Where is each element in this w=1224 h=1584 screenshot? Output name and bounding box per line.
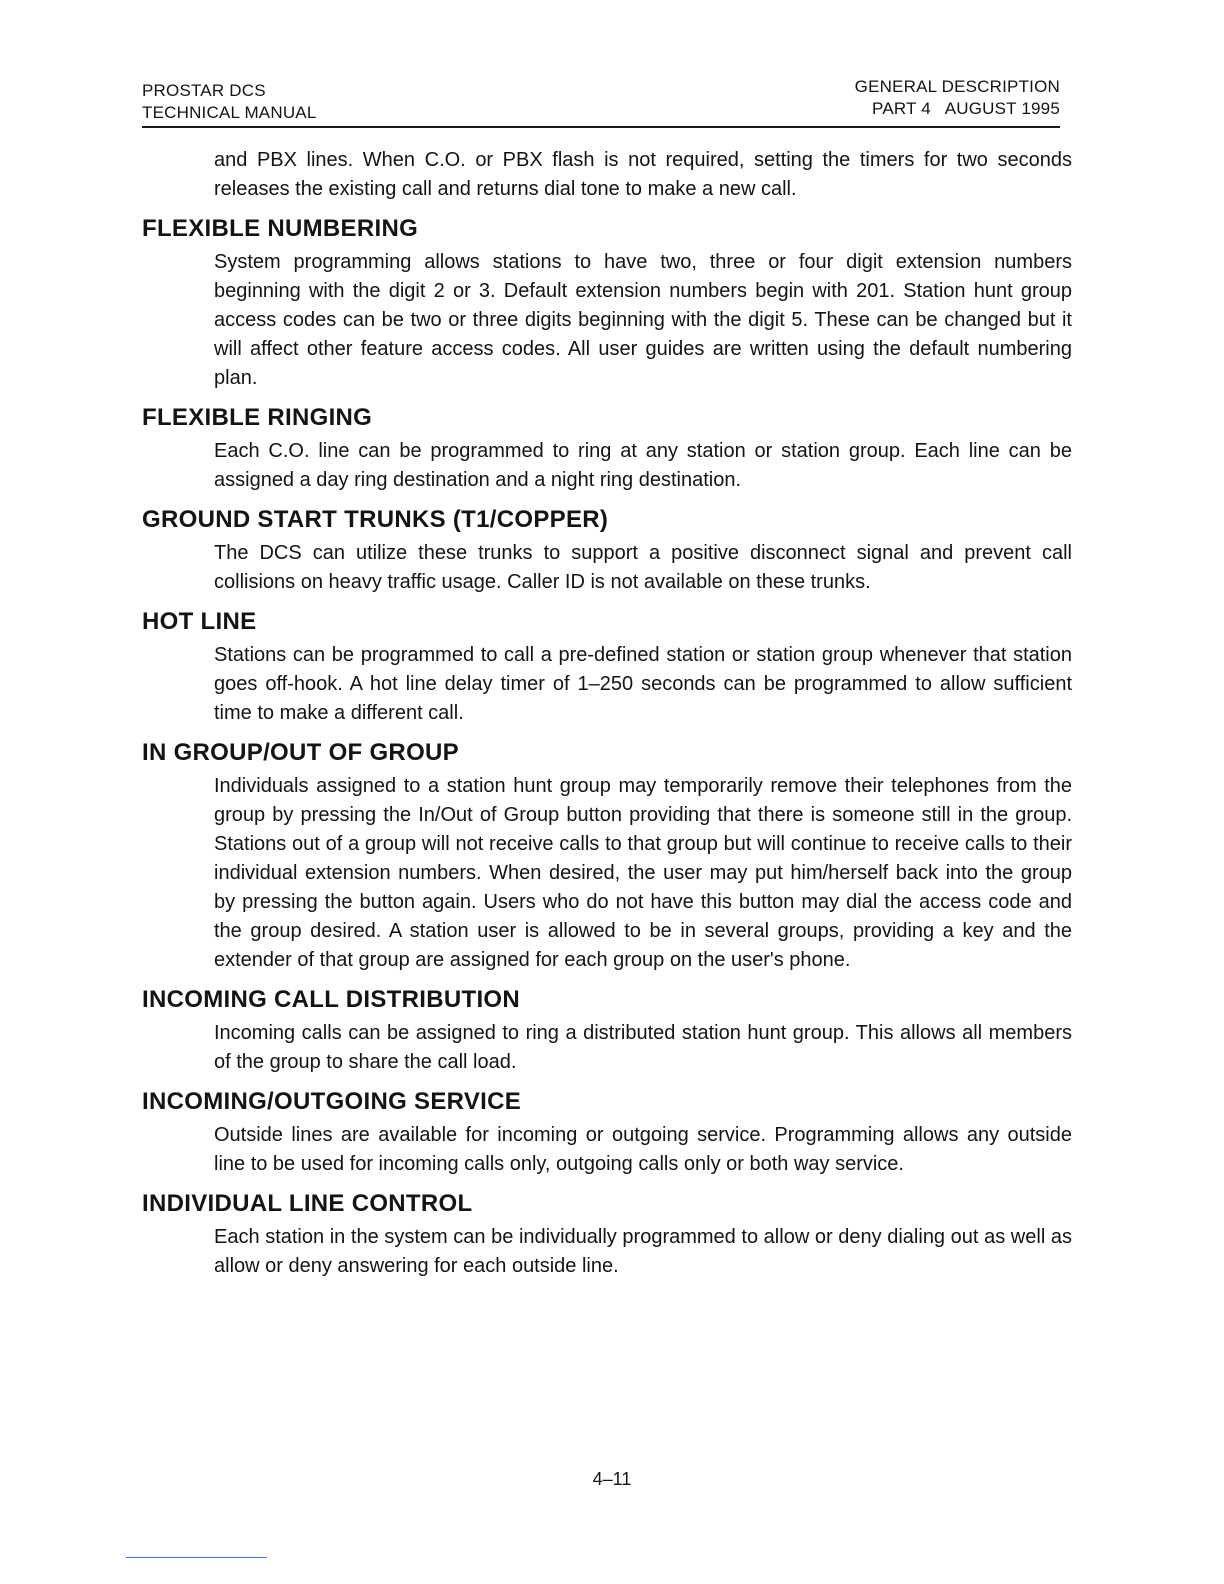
section-body: Outside lines are available for incoming or outgoing service. Programming allows any outside line to be used for incoming calls only, outgoing calls only or both way service. bbox=[214, 1124, 1072, 1175]
section-heading: INCOMING/OUTGOING SERVICE bbox=[142, 1088, 522, 1115]
section-heading: HOT LINE bbox=[142, 608, 257, 635]
section-flexible-ringing bbox=[142, 403, 1074, 495]
section-in-group-out-of-group bbox=[142, 738, 1074, 975]
page-footer bbox=[0, 1468, 1224, 1490]
section-body: Each station in the system can be individually programmed to allow or deny dialing out as well as allow or deny answering for each outside line. bbox=[214, 1226, 1072, 1277]
section-hot-line bbox=[142, 607, 1074, 728]
section-heading: INDIVIDUAL LINE CONTROL bbox=[142, 1190, 473, 1217]
bottom-divider bbox=[126, 1557, 267, 1558]
page-header bbox=[142, 76, 1060, 128]
page-content bbox=[142, 146, 1074, 1291]
header-chapter: GENERAL DESCRIPTION bbox=[854, 77, 1060, 96]
intro-paragraph: and PBX lines. When C.O. or PBX flash is not required, setting the timers for two seconds releases the existing call and returns dial tone to make a new call. bbox=[214, 149, 1072, 200]
section-body: Each C.O. line can be programmed to ring at any station or station group. Each line can be assigned a day ring destination and a night ring destination. bbox=[214, 440, 1072, 491]
section-heading: INCOMING CALL DISTRIBUTION bbox=[142, 986, 521, 1013]
section-heading: IN GROUP/OUT OF GROUP bbox=[142, 739, 459, 766]
section-flexible-numbering bbox=[142, 214, 1074, 393]
header-part-date: PART 4 AUGUST 1995 bbox=[872, 99, 1060, 118]
header-left bbox=[142, 80, 317, 124]
section-heading: FLEXIBLE NUMBERING bbox=[142, 215, 419, 242]
section-body: Stations can be programmed to call a pre-defined station or station group whenever that station goes off-hook. A hot line delay timer of 1–250 seconds can be programmed to allow sufficient time to make a different call. bbox=[214, 644, 1072, 724]
section-body: Individuals assigned to a station hunt group may temporarily remove their telephones from the group by pressing the In/Out of Group button providing that there is someone still in the group. Stations out of a group will not receive calls to that group but will continue to receive calls to their individual extension numbers. When desired, the user may put him/herself back into the group by pressing the button again. Users who do not have this button may dial the access code and the group desired. A station user is allowed to be in several groups, providing a key and the extender of that group are assigned for each group on the user's phone. bbox=[214, 775, 1072, 971]
header-product: PROSTAR DCS bbox=[142, 81, 266, 100]
section-heading: GROUND START TRUNKS (T1/COPPER) bbox=[142, 506, 609, 533]
section-incoming-call-distribution bbox=[142, 985, 1074, 1077]
section-body: The DCS can utilize these trunks to support a positive disconnect signal and prevent call collisions on heavy traffic usage. Caller ID is not available on these trunks. bbox=[214, 542, 1072, 593]
section-body: System programming allows stations to have two, three or four digit extension numbers beginning with the digit 2 or 3. Default extension numbers begin with 201. Station hunt group access codes can be two or three digits beginning with the digit 5. These can be changed but it will affect other feature access codes. All user guides are written using the default numbering plan. bbox=[214, 251, 1072, 389]
header-manual: TECHNICAL MANUAL bbox=[142, 103, 317, 122]
header-right bbox=[855, 76, 1060, 120]
section-body: Incoming calls can be assigned to ring a distributed station hunt group. This allows all members of the group to share the call load. bbox=[214, 1022, 1072, 1073]
section-ground-start-trunks bbox=[142, 505, 1074, 597]
section-incoming-outgoing-service bbox=[142, 1087, 1074, 1179]
section-individual-line-control bbox=[142, 1189, 1074, 1281]
page-number: 4–11 bbox=[592, 1469, 632, 1489]
section-heading: FLEXIBLE RINGING bbox=[142, 404, 373, 431]
